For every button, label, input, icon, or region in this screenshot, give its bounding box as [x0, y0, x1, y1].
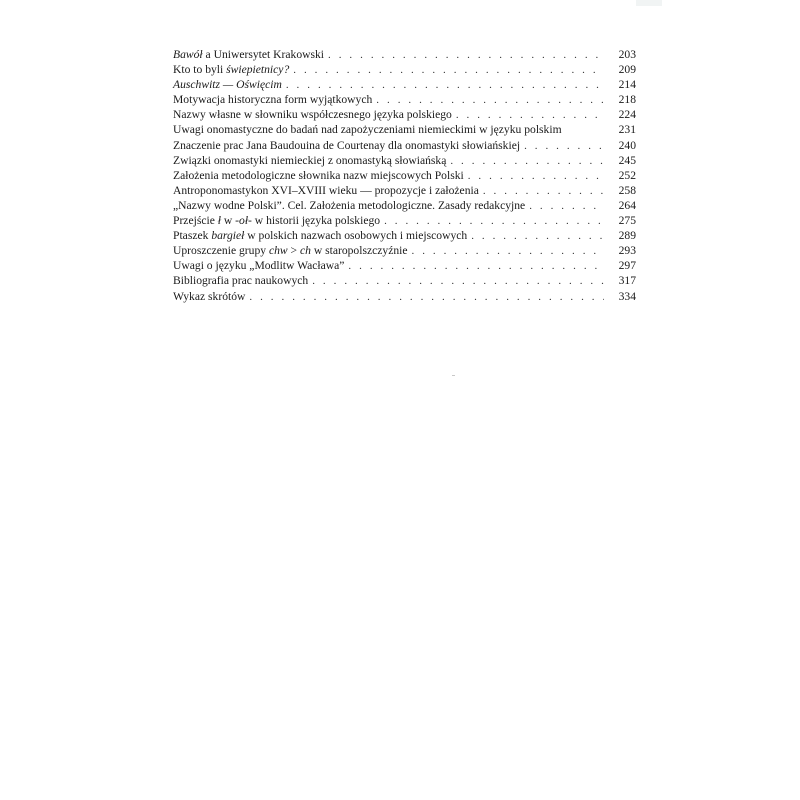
- toc-entry: [173, 243, 636, 258]
- toc-page-number: 252: [618, 168, 636, 182]
- toc-page-number: 275: [618, 214, 636, 228]
- toc-title-segment: Przejście: [173, 214, 218, 228]
- toc-page-number: 258: [618, 183, 636, 197]
- toc-entry-title: [173, 243, 408, 258]
- toc-entry-title: [173, 289, 245, 304]
- toc-entry: [173, 107, 636, 122]
- toc-title-segment: Uwagi onomastyczne do badań nad zapożyczeniami niemieckimi w języku polskim: [173, 123, 562, 137]
- toc-page-number: 293: [618, 244, 636, 258]
- toc-title-segment: Wykaz skrótów: [173, 289, 246, 303]
- toc-title-segment: bargieł: [211, 229, 245, 243]
- toc-dot-leader: [249, 290, 604, 305]
- toc-page-number: 240: [618, 138, 636, 152]
- toc-title-segment: w staropolszczyźnie: [310, 244, 408, 258]
- toc-entry-title: [173, 107, 452, 122]
- toc-dot-leader: [529, 199, 604, 214]
- toc-entry-title: [173, 168, 464, 183]
- toc-entry: [173, 62, 636, 77]
- toc-title-segment: >: [287, 244, 300, 258]
- toc-title-segment: -oł-: [235, 214, 252, 228]
- toc-title-segment: „Nazwy wodne Polski”. Cel. Założenia metodologiczne. Zasady redakcyjne: [173, 198, 526, 212]
- toc-entry: [173, 289, 636, 304]
- toc-entry-title: [173, 183, 479, 198]
- toc-entry-title: [173, 198, 525, 213]
- toc-entry: [173, 47, 636, 62]
- toc-title-segment: ł: [217, 214, 221, 228]
- toc-entry-title: [173, 153, 446, 168]
- page-speck: [452, 375, 455, 376]
- page-corner-mark: [636, 0, 662, 6]
- toc-dot-leader: [471, 229, 604, 244]
- toc-page-number: 245: [618, 153, 636, 167]
- toc-entry-title: [173, 138, 520, 153]
- toc-title-segment: Ptaszek: [173, 229, 212, 243]
- toc-entry-title: [173, 228, 467, 243]
- toc-dot-leader: [376, 93, 604, 108]
- toc-title-segment: Znaczenie prac Jana Baudouina de Courtenay dla onomastyki słowiańskiej: [173, 138, 521, 152]
- toc-dot-leader: [524, 139, 604, 154]
- toc-page-number: 214: [618, 78, 636, 92]
- toc-title-segment: Antroponomastykon XVI–XVIII wieku — propozycje i założenia: [173, 183, 479, 197]
- toc-page-number: 289: [618, 229, 636, 243]
- toc-title-segment: Uwagi o języku „Modlitw Wacława”: [173, 259, 345, 273]
- toc-title-segment: Bawół: [173, 48, 203, 61]
- toc-dot-leader: [468, 169, 604, 184]
- toc-title-segment: w polskich nazwach osobowych i miejscowych: [244, 229, 468, 243]
- toc-entry: [173, 213, 636, 228]
- toc-entry: [173, 138, 636, 153]
- toc-title-segment: Bibliografia prac naukowych: [173, 274, 309, 288]
- toc-title-segment: a Uniwersytet Krakowski: [202, 48, 325, 61]
- toc-entry: [173, 198, 636, 213]
- toc-page-number: 203: [618, 48, 636, 61]
- toc-page-number: 334: [618, 289, 636, 303]
- table-of-contents: [173, 47, 636, 304]
- toc-title-segment: Związki onomastyki niemieckiej z onomastyką słowiańską: [173, 153, 447, 167]
- toc-title-segment: chw: [268, 244, 288, 258]
- toc-entry: [173, 273, 636, 288]
- toc-entry-title: [173, 47, 324, 62]
- toc-entry-title: [173, 77, 282, 92]
- toc-page-number: 209: [618, 63, 636, 77]
- toc-page-number: 231: [618, 123, 636, 137]
- toc-entry-title: [173, 273, 308, 288]
- toc-entry: [173, 168, 636, 183]
- toc-entry: [173, 92, 636, 107]
- toc-dot-leader: [286, 78, 604, 93]
- toc-entry-title: [173, 92, 372, 107]
- toc-title-segment: ch: [299, 244, 311, 258]
- toc-entry: [173, 122, 636, 137]
- toc-page-number: 317: [618, 274, 636, 288]
- toc-dot-leader: [412, 244, 605, 259]
- toc-title-segment: w historii języka polskiego: [251, 214, 381, 228]
- toc-entry-title: [173, 213, 380, 228]
- toc-title-segment: Motywacja historyczna form wyjątkowych: [173, 93, 373, 107]
- toc-dot-leader: [384, 214, 604, 229]
- toc-title-segment: Kto to byli: [173, 63, 227, 77]
- toc-entry: [173, 258, 636, 273]
- toc-entry: [173, 153, 636, 168]
- toc-dot-leader: [293, 63, 604, 78]
- toc-dot-leader: [450, 154, 604, 169]
- toc-title-segment: Uproszczenie grupy: [173, 244, 269, 258]
- toc-title-segment: Auschwitz — Oświęcim: [173, 78, 282, 92]
- toc-dot-leader: [312, 274, 604, 289]
- toc-entry-title: [173, 62, 289, 77]
- toc-entry: [173, 77, 636, 92]
- toc-page-number: 218: [618, 93, 636, 107]
- toc-dot-leader: [348, 259, 604, 274]
- toc-dot-leader: [456, 108, 604, 123]
- toc-title-segment: w: [220, 214, 236, 228]
- toc-title-segment: świepietnicy?: [226, 63, 290, 77]
- toc-title-segment: Założenia metodologiczne słownika nazw miejscowych Polski: [173, 168, 464, 182]
- toc-page-number: 264: [618, 198, 636, 212]
- toc-dot-leader: [328, 48, 604, 63]
- toc-page-number: 297: [618, 259, 636, 273]
- toc-entry-title: [173, 258, 344, 273]
- toc-dot-leader: [483, 184, 604, 199]
- toc-entry: [173, 228, 636, 243]
- toc-title-segment: Nazwy własne w słowniku współczesnego języka polskiego: [173, 108, 452, 122]
- toc-entry-title: [173, 122, 562, 137]
- toc-entry: [173, 183, 636, 198]
- toc-page-number: 224: [618, 108, 636, 122]
